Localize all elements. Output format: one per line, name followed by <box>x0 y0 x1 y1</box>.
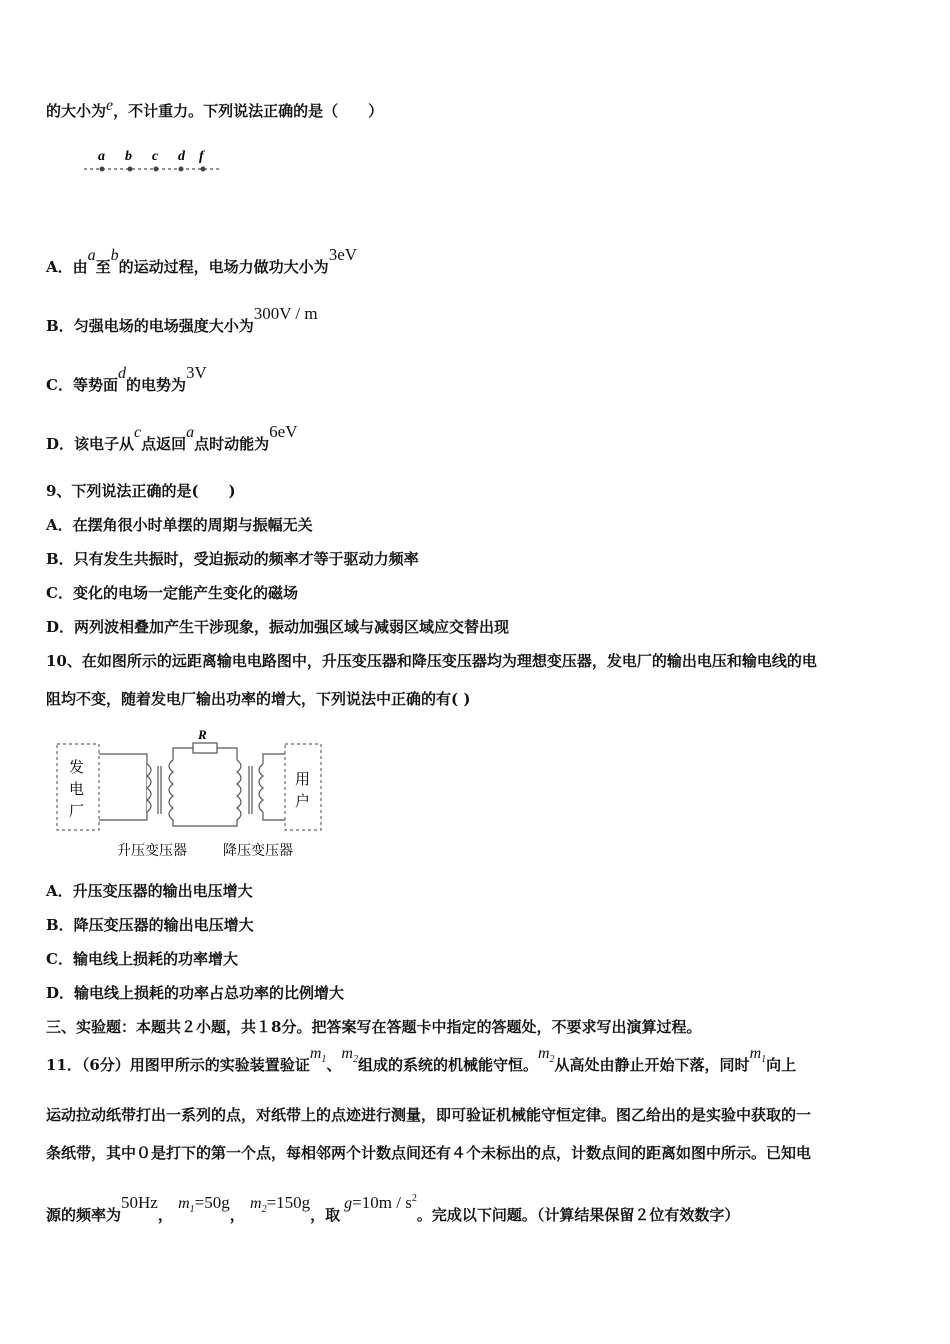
var-m: m <box>341 1045 353 1062</box>
point-a <box>100 167 105 172</box>
q10-option-c: C．输电线上损耗的功率增大 <box>46 950 238 968</box>
var-d: d <box>117 365 126 382</box>
var-m: m <box>250 1195 262 1212</box>
q11-line2: 运动拉动纸带打出一系列的点，对纸带上的点迹进行测量，即可验证机械能守恒定律。图乙给出的是实验中获取的一 <box>46 1106 812 1124</box>
q11-line4 <box>46 1193 740 1228</box>
transmission-wire <box>173 748 193 760</box>
q8-option-d <box>46 422 298 455</box>
point-c <box>154 167 159 172</box>
step-up-caption: 升压变压器 <box>117 844 187 859</box>
q10-stem-line2: 阻均不变，随着发电厂输出功率的增大，下列说法中正确的有( ) <box>46 690 471 708</box>
label-d: d <box>178 149 185 164</box>
q9-option-d: D．两列波相叠加产生干涉现象，振动加强区域与减弱区域应交替出现 <box>46 618 510 636</box>
plant-char-3: 厂 <box>69 804 85 820</box>
value-3ev: 3eV <box>328 245 358 264</box>
label-c: c <box>152 149 159 164</box>
option-text: 点时动能为 <box>194 435 270 453</box>
q11-text: 从高处由静止开始下落，同时 <box>554 1056 750 1074</box>
resistor-label: R <box>198 727 207 742</box>
q9-option-c: C．变化的电场一定能产生变化的磁场 <box>46 584 298 602</box>
label-a: a <box>98 149 105 164</box>
user-char-1: 用 <box>295 772 311 788</box>
var-a: a <box>186 424 195 441</box>
step-up-primary-coil <box>147 764 151 812</box>
q11-text: 11．（6分）用图甲所示的实验装置验证 <box>46 1056 310 1074</box>
q11-text: 源的频率为 <box>46 1206 122 1224</box>
q11-text: 组成的系统的机械能守恒。 <box>357 1056 538 1074</box>
q10-option-b: B．降压变压器的输出电压增大 <box>46 916 254 934</box>
m2-value: =150g <box>266 1193 311 1212</box>
power-transmission-diagram <box>55 726 325 862</box>
var-m1 <box>178 1195 195 1215</box>
option-text: 的电势为 <box>125 376 186 394</box>
var-g: g <box>344 1195 353 1212</box>
user-circuit-wire <box>263 754 285 820</box>
label-f: f <box>199 149 204 164</box>
q8-option-a <box>46 245 358 278</box>
value-6ev: 6eV <box>269 422 298 441</box>
option-label: C． <box>46 376 73 394</box>
q11-text: ， <box>157 1206 173 1224</box>
var-m2 <box>341 1045 358 1065</box>
option-text: 匀强电场的电场强度大小为 <box>73 317 254 335</box>
q11-text: 向上 <box>766 1056 797 1074</box>
option-text: 等势面 <box>72 376 118 394</box>
exponent-2: 2 <box>411 1193 417 1204</box>
var-m: m <box>178 1195 190 1212</box>
q10-option-d: D．输电线上损耗的功率占总功率的比例增大 <box>46 984 345 1002</box>
option-label: A． <box>46 258 73 276</box>
point-f <box>201 167 206 172</box>
var-m2 <box>537 1045 555 1065</box>
var-m: m <box>749 1045 762 1062</box>
option-text: 由 <box>72 258 88 276</box>
subscript-1: 1 <box>761 1054 767 1065</box>
q11-text: ， <box>229 1206 245 1224</box>
var-a: a <box>87 247 96 264</box>
value-300v-m: 300V / m <box>253 304 318 323</box>
point-d <box>179 167 184 172</box>
intro-text: 的大小为 <box>46 102 107 120</box>
q11-line1 <box>46 1045 797 1078</box>
option-text: 的运动过程，电场力做功大小为 <box>118 258 329 276</box>
plant-char-2: 电 <box>69 782 85 798</box>
equipotential-figure <box>80 143 230 183</box>
q8-option-c <box>46 363 207 396</box>
subscript-1: 1 <box>189 1204 195 1215</box>
option-text: 至 <box>95 258 111 276</box>
var-e: e <box>106 97 114 114</box>
option-label: B． <box>46 317 74 335</box>
q9-option-a: A．在摆角很小时单摆的周期与振幅无关 <box>46 516 313 534</box>
q10-option-a: A．升压变压器的输出电压增大 <box>46 882 253 900</box>
q10-stem-line1: 10、在如图所示的远距离输电电路图中，升压变压器和降压变压器均为理想变压器，发电厂的输出电压和输电线的电 <box>46 652 817 670</box>
label-b: b <box>125 149 132 164</box>
user-char-2: 户 <box>295 794 311 810</box>
line-resistor <box>193 743 217 753</box>
subscript-1: 1 <box>321 1054 327 1065</box>
option-label: D． <box>46 435 75 453</box>
subscript-2: 2 <box>549 1054 555 1065</box>
subscript-2: 2 <box>352 1054 358 1065</box>
var-m1 <box>749 1045 767 1065</box>
value-3v: 3V <box>185 363 207 382</box>
var-m2 <box>250 1195 267 1215</box>
plant-char-1: 发 <box>69 760 85 776</box>
step-down-caption: 降压变压器 <box>223 844 293 859</box>
var-m1 <box>309 1045 327 1065</box>
q9-stem: 9、下列说法正确的是( ) <box>46 482 236 500</box>
q9-option-b: B．只有发生共振时，受迫振动的频率才等于驱动力频率 <box>46 550 419 568</box>
point-b <box>128 167 133 172</box>
q11-text: 、 <box>326 1056 342 1074</box>
frequency-value: 50Hz <box>121 1193 158 1212</box>
var-b: b <box>110 247 119 264</box>
subscript-2: 2 <box>261 1204 267 1215</box>
option-text: 该电子从 <box>74 435 135 453</box>
g-value <box>352 1193 417 1212</box>
var-m: m <box>309 1045 322 1062</box>
g-value-text: =10m / s <box>352 1193 412 1212</box>
var-m: m <box>537 1045 550 1062</box>
q11-text: ，取 <box>310 1206 341 1224</box>
var-c: c <box>134 424 142 441</box>
intro-text-2: ，不计重力。下列说法正确的是（ ） <box>113 102 384 120</box>
intro-line <box>46 97 384 122</box>
option-text: 点返回 <box>141 435 187 453</box>
section-3-heading: 三、实验题：本题共２小题，共１8分。把答案写在答题卡中指定的答题处，不要求写出演算过程。 <box>46 1018 702 1036</box>
step-down-secondary-coil <box>259 764 263 812</box>
primary-circuit-wire <box>99 754 147 820</box>
q11-text: 。完成以下问题。（计算结果保留２位有效数字） <box>416 1206 740 1224</box>
q8-option-b <box>46 304 318 336</box>
transmission-wire <box>217 748 237 760</box>
step-up-secondary-and-step-down-primary-coils <box>169 760 241 826</box>
m1-value: =50g <box>194 1193 230 1212</box>
q11-line3: 条纸带，其中０是打下的第一个点，每相邻两个计数点间还有４个未标出的点，计数点间的距离如图中所示。已知电 <box>46 1144 812 1162</box>
